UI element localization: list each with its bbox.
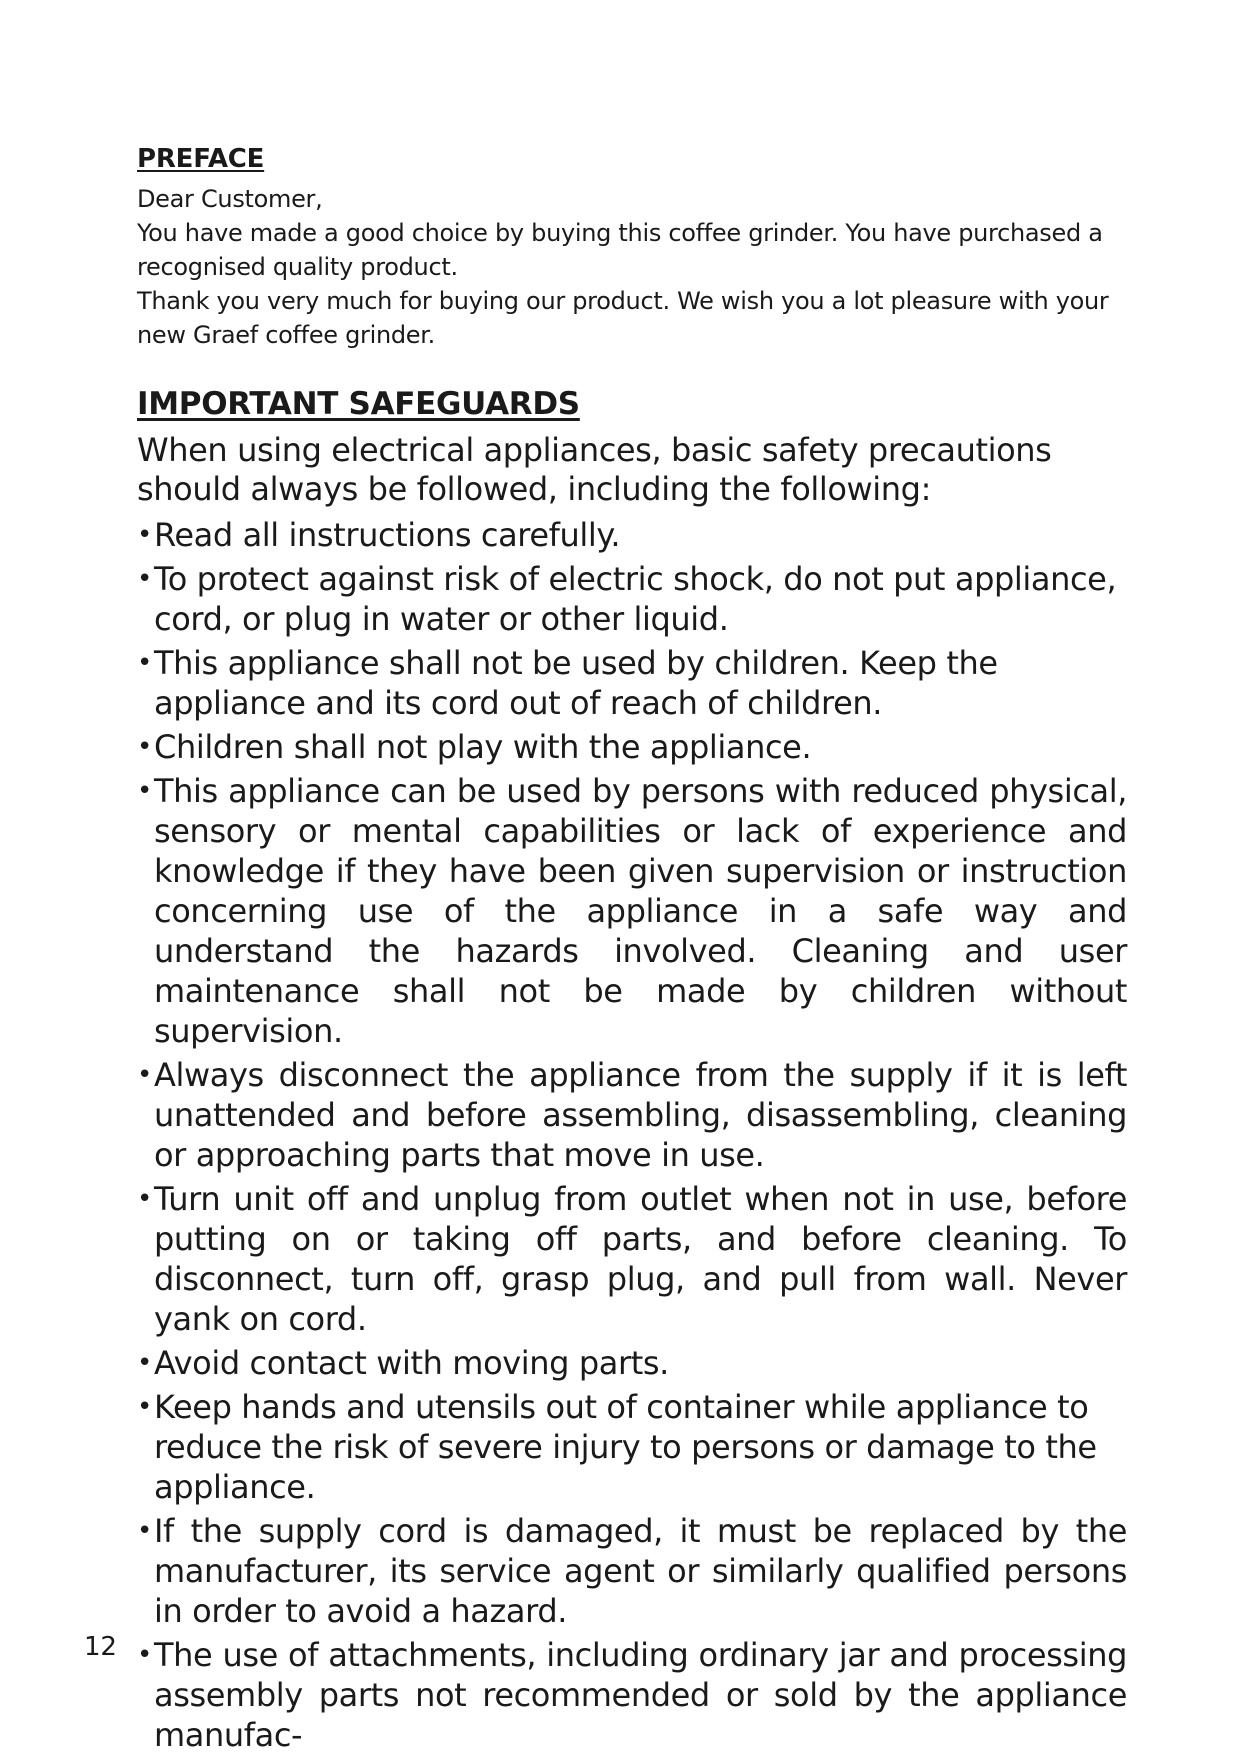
safeguard-item (137, 643, 1127, 723)
safeguard-item (137, 727, 1127, 767)
bullet-icon: • (137, 1640, 152, 1670)
safeguard-text: This appliance can be used by persons with reduced physical, sensory or mental capabilities or lack of experience and knowledge if they have been given supervision or instruction concerning use of the appliance in a safe way and understand the hazards involved. Cleaning and user maintenance shall not be made by children without supervision. (154, 772, 1127, 1050)
safeguard-text: Children shall not play with the appliance. (154, 728, 812, 766)
bullet-icon: • (137, 776, 152, 806)
safeguard-text: To protect against risk of electric shock, do not put appliance, cord, or plug in water or other liquid. (154, 560, 1117, 638)
safeguard-text: Always disconnect the appliance from the supply if it is left unattended and before assembling, disassembling, cleaning or approaching parts that move in use. (154, 1056, 1127, 1174)
bullet-icon: • (137, 1184, 152, 1214)
preface-paragraph-2: Thank you very much for buying our product. We wish you a lot pleasure with your new Graef coffee grinder. (137, 287, 1109, 349)
preface-paragraph-1: You have made a good choice by buying this coffee grinder. You have purchased a recognised quality product. (137, 219, 1103, 281)
safeguard-item (137, 1179, 1127, 1339)
safeguard-text: The use of attachments, including ordinary jar and processing assembly parts not recommended or sold by the appliance manufac- (154, 1636, 1127, 1754)
safeguard-text: If the supply cord is damaged, it must be replaced by the manufacturer, its service agent or similarly qualified persons in order to avoid a hazard. (154, 1512, 1127, 1630)
safeguards-intro: When using electrical appliances, basic safety precautions should always be followed, including the following: (137, 431, 1052, 508)
safeguard-item (137, 771, 1127, 1051)
bullet-icon: • (137, 732, 152, 762)
safeguard-item (137, 559, 1127, 639)
safeguard-item (137, 1343, 1127, 1383)
preface-heading: PREFACE (137, 144, 265, 174)
safeguards-list (137, 515, 1127, 1755)
safeguard-item (137, 1635, 1127, 1755)
page-number: 12 (84, 1632, 117, 1662)
bullet-icon: • (137, 520, 152, 550)
preface-greeting: Dear Customer, (137, 185, 323, 213)
safeguard-text: Keep hands and utensils out of container while appliance to reduce the risk of severe injury to persons or damage to the appliance. (154, 1388, 1097, 1506)
bullet-icon: • (137, 1348, 152, 1378)
safeguard-item (137, 515, 1127, 555)
bullet-icon: • (137, 1060, 152, 1090)
bullet-icon: • (137, 564, 152, 594)
safeguard-item (137, 1511, 1127, 1631)
bullet-icon: • (137, 648, 152, 678)
safeguard-text: Avoid contact with moving parts. (154, 1344, 669, 1382)
bullet-icon: • (137, 1516, 152, 1546)
safeguard-text: Read all instructions carefully. (154, 516, 621, 554)
safeguard-item (137, 1387, 1127, 1507)
safeguard-text: This appliance shall not be used by children. Keep the appliance and its cord out of reach of children. (154, 644, 998, 722)
safeguard-item (137, 1055, 1127, 1175)
page-content (137, 142, 1127, 1759)
bullet-icon: • (137, 1392, 152, 1422)
safeguard-text: Turn unit off and unplug from outlet when not in use, before putting on or taking off parts, and before cleaning. To disconnect, turn off, grasp plug, and pull from wall. Never yank on cord. (154, 1180, 1127, 1338)
safeguards-heading: IMPORTANT SAFEGUARDS (137, 386, 580, 422)
